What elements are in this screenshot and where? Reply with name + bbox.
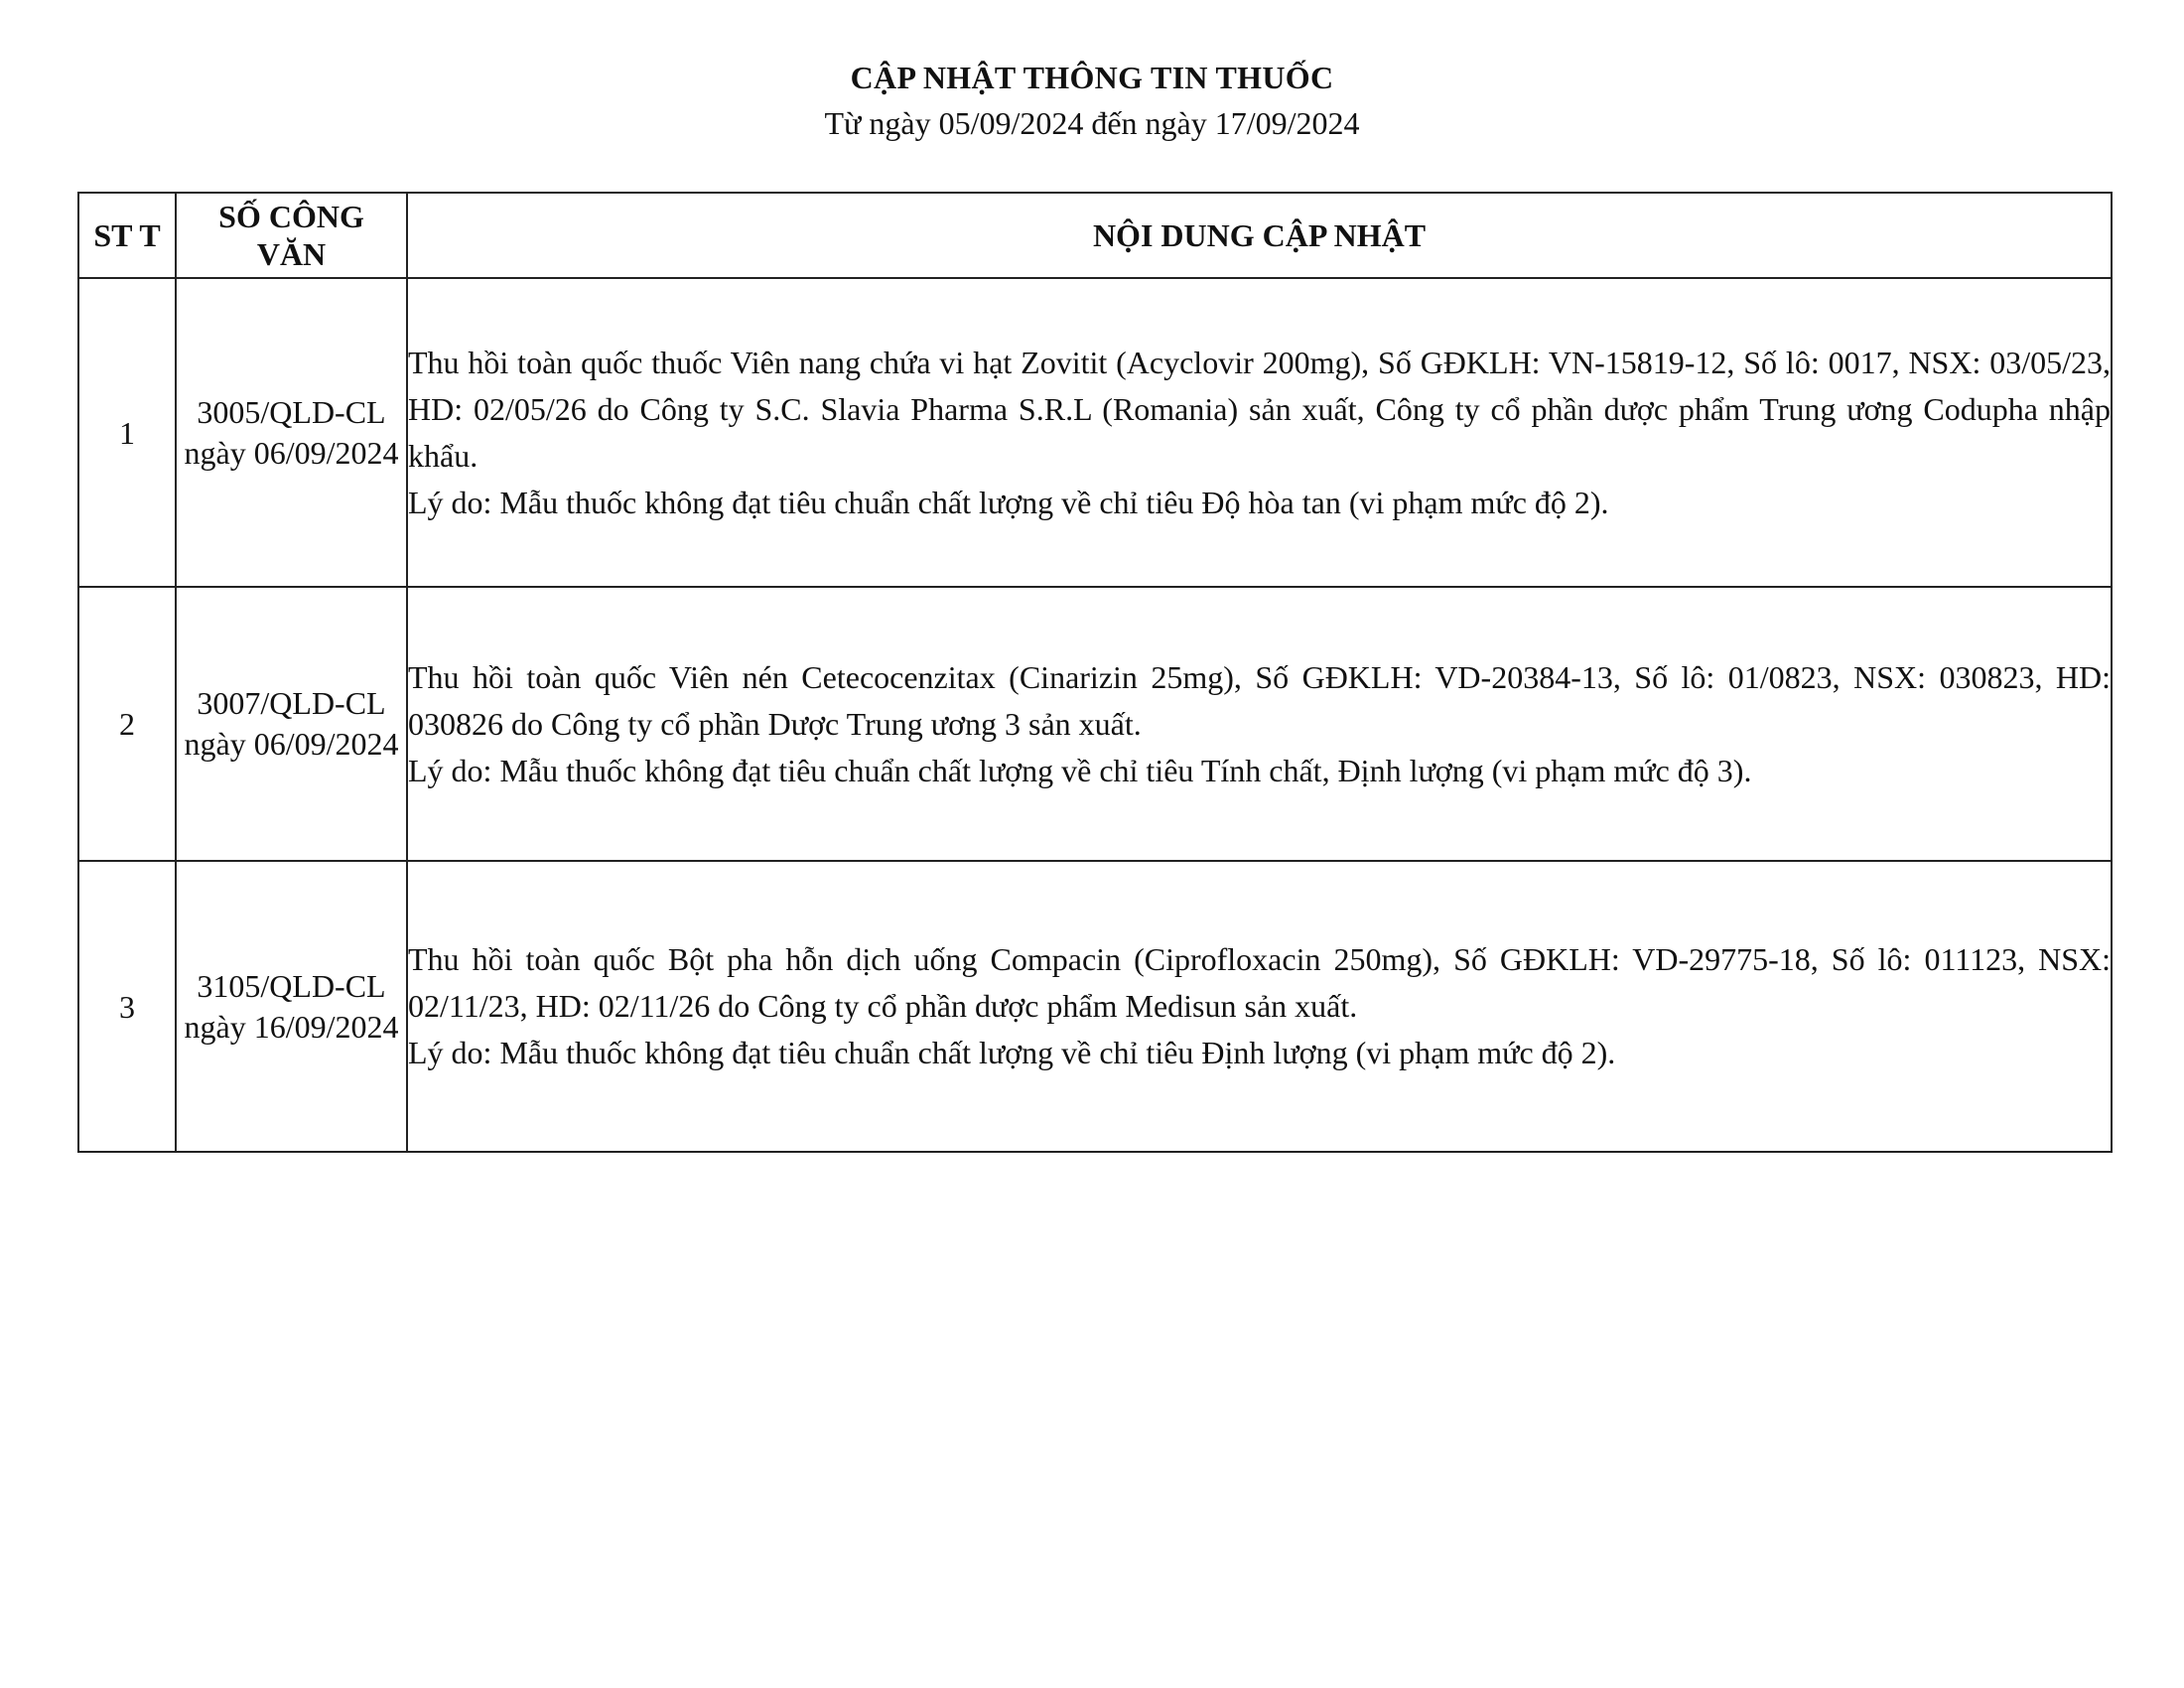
row-stt-cell [78,861,176,1152]
header-so-cong-van [176,193,407,278]
row-noi-dung: Thu hồi toàn quốc Bột pha hỗn dịch uống Compacin (Ciprofloxacin 250mg), Số GĐKLH: VD-29775-18, Số lô: 011123, NSX: 02/11/23, HD: 02/11/26 do Công ty cổ phần dược phẩm Medisun sản xuất. [408,941,2111,1024]
header-noi-dung [407,193,2112,278]
drug-update-table [77,192,2113,1153]
row-ly-do: Lý do: Mẫu thuốc không đạt tiêu chuẩn chất lượng về chỉ tiêu Định lượng (vi phạm mức độ 2). [408,1035,1616,1070]
row-so-cong-van: 3007/QLD-CL ngày 06/09/2024 [184,685,399,762]
row-noi-dung: Thu hồi toàn quốc Viên nén Cetecocenzitax (Cinarizin 25mg), Số GĐKLH: VD-20384-13, Số lô: 01/0823, NSX: 030823, HD: 030826 do Công ty cổ phần Dược Trung ương 3 sản xuất. [408,658,2111,742]
row-stt: 2 [119,706,135,742]
header-stt [78,193,176,278]
row-ly-do: Lý do: Mẫu thuốc không đạt tiêu chuẩn chất lượng về chỉ tiêu Tính chất, Định lượng (vi phạm mức độ 3). [408,752,1752,788]
row-noi-dung-cell [407,278,2112,587]
row-so-cong-van: 3105/QLD-CL ngày 16/09/2024 [184,967,399,1045]
header-stt-label: ST T [93,217,161,253]
document-title: CẬP NHẬT THÔNG TIN THUỐC [850,60,1334,95]
row-so-cong-van-cell [176,278,407,587]
row-stt: 1 [119,414,135,451]
row-stt: 3 [119,988,135,1025]
row-noi-dung-cell [407,861,2112,1152]
document-subtitle: Từ ngày 05/09/2024 đến ngày 17/09/2024 [824,105,1360,141]
row-so-cong-van-cell [176,587,407,861]
header-noi-dung-label: NỘI DUNG CẬP NHẬT [1092,217,1427,253]
table-row [78,861,2112,1152]
row-stt-cell [78,278,176,587]
row-so-cong-van-cell [176,861,407,1152]
row-ly-do: Lý do: Mẫu thuốc không đạt tiêu chuẩn chất lượng về chỉ tiêu Độ hòa tan (vi phạm mức độ 2). [408,484,1609,520]
table-row [78,587,2112,861]
header-so-cong-van-label: SỐ CÔNG VĂN [218,199,364,272]
row-stt-cell [78,587,176,861]
row-so-cong-van: 3005/QLD-CL ngày 06/09/2024 [184,393,399,471]
table-row [78,278,2112,587]
row-noi-dung: Thu hồi toàn quốc thuốc Viên nang chứa vi hạt Zovitit (Acyclovir 200mg), Số GĐKLH: VN-15819-12, Số lô: 0017, NSX: 03/05/23, HD: 02/05/26 do Công ty S.C. Slavia Pharma S.R.L (Romania) sản xuất, Công ty cổ phần dược phẩm Trung ương Codupha nhập khẩu. [408,344,2111,474]
row-noi-dung-cell [407,587,2112,861]
table-header-row [78,193,2112,278]
